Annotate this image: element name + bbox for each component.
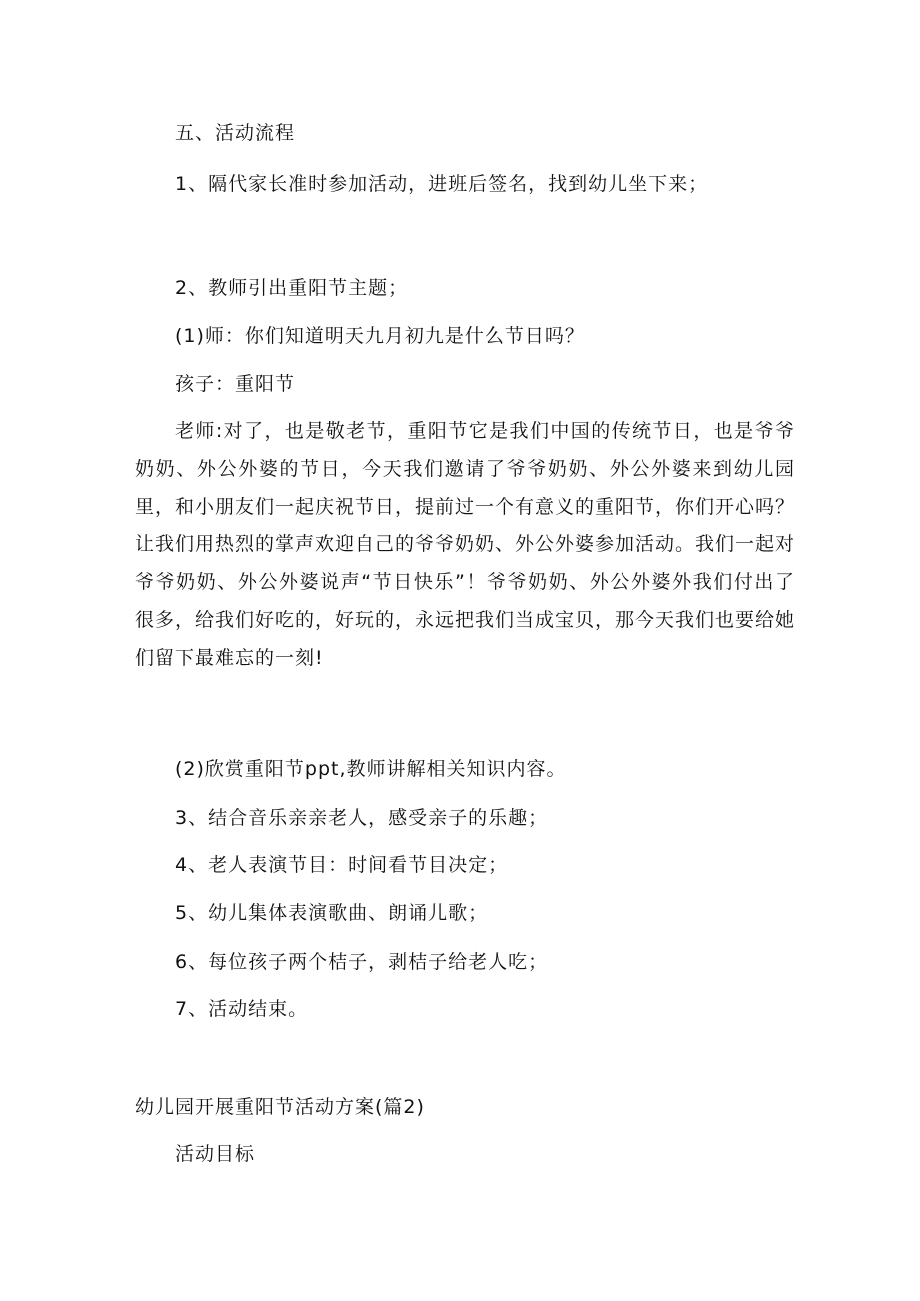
- section-heading: 五、活动流程: [175, 122, 296, 144]
- step-2: 2、教师引出重阳节主题；: [175, 277, 409, 299]
- step-4: 4、老人表演节目：时间看节目决定；: [175, 854, 509, 876]
- step-3: 3、结合音乐亲亲老人，感受亲子的乐趣；: [175, 807, 549, 829]
- step-2-1: (1)师：你们知道明天九月初九是什么节日吗？: [175, 325, 585, 347]
- next-section-heading: 活动目标: [175, 1143, 256, 1165]
- step-2-2: (2)欣赏重阳节ppt,教师讲解相关知识内容。: [175, 758, 567, 780]
- step-1: 1、隔代家长准时参加活动，进班后签名，找到幼儿坐下来；: [175, 173, 709, 195]
- step-7: 7、活动结束。: [175, 998, 309, 1020]
- step-6: 6、每位孩子两个桔子，剥桔子给老人吃；: [175, 951, 549, 973]
- child-reply: 孩子：重阳节: [175, 373, 296, 395]
- step-5: 5、幼儿集体表演歌曲、朗诵儿歌；: [175, 902, 489, 924]
- next-section-title: 幼儿园开展重阳节活动方案(篇2): [135, 1096, 425, 1118]
- teacher-paragraph: 老师:对了，也是敬老节，重阳节它是我们中国的传统节日，也是爷爷奶奶、外公外婆的节日，今天我们邀请了爷爷奶奶、外公外婆来到幼儿园里，和小朋友们一起庆祝节日，提前过一个有意义的重阳节，你们开心吗？让我们用热烈的掌声欢迎自己的爷爷奶奶、外公外婆参加活动。我们一起对爷爷奶奶、外公外婆说声“节日快乐”！爷爷奶奶、外公外婆外我们付出了很多，给我们好吃的，好玩的，永远把我们当成宝贝，那今天我们也要给她们留下最难忘的一刻!: [135, 420, 796, 669]
